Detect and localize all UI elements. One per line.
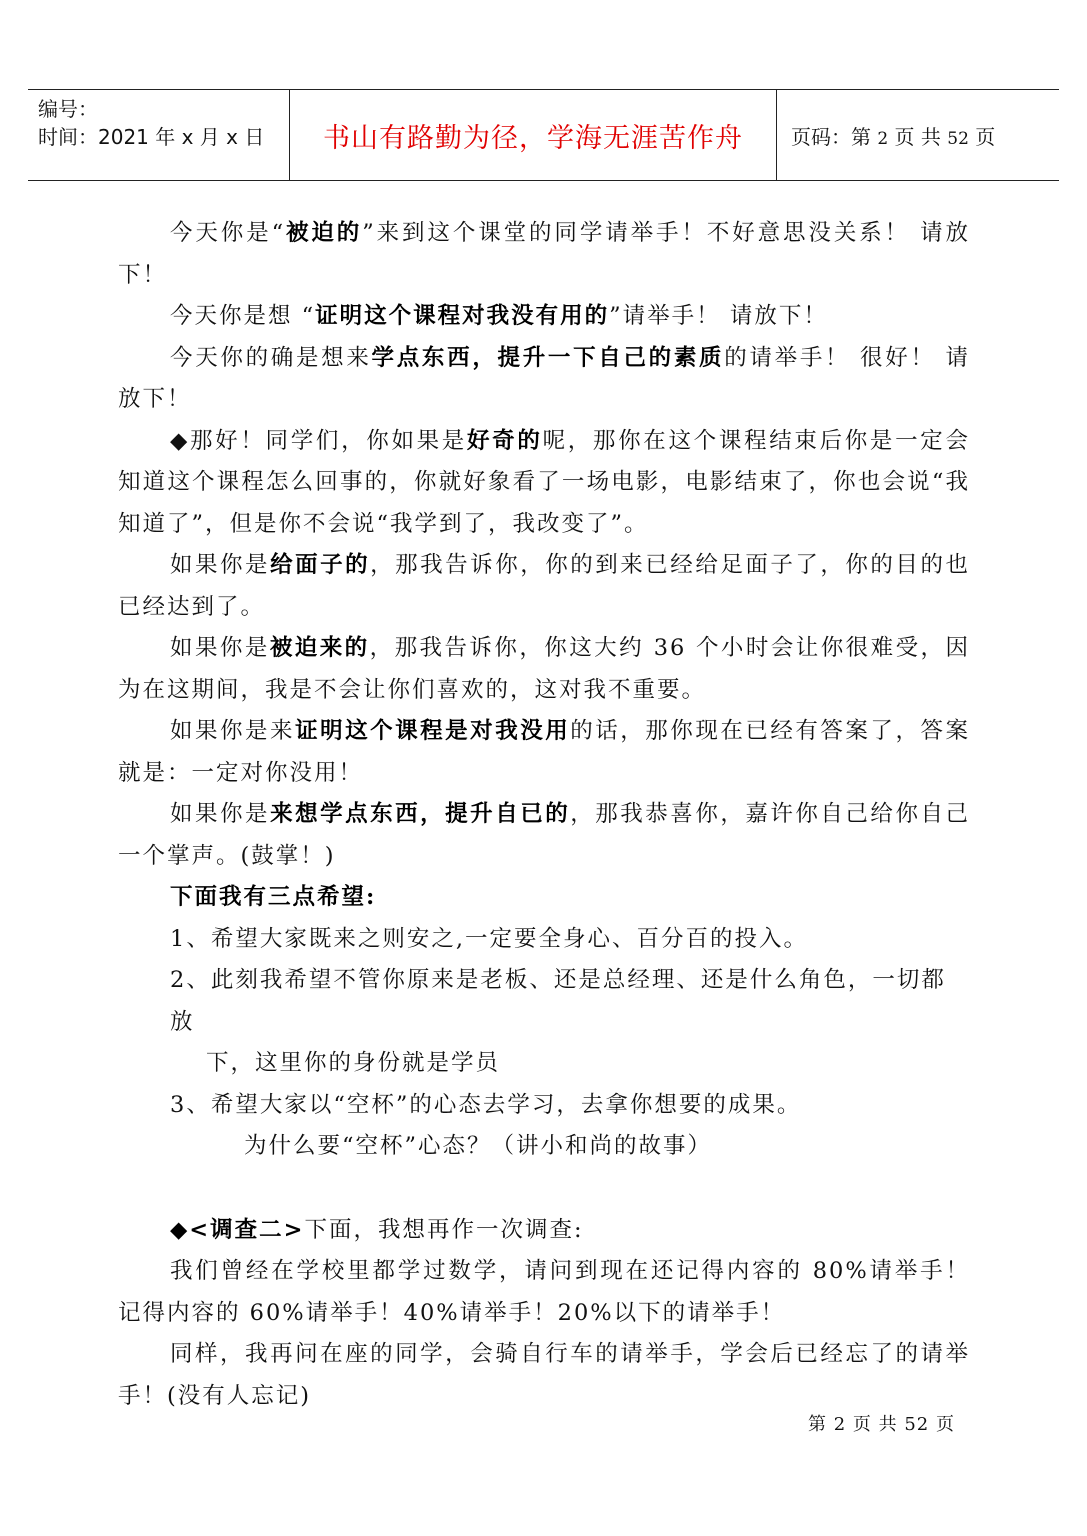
text-run: 的话，那你现在已经有答案了，答案就是：一定对你没用！ — [118, 718, 970, 786]
page-footer: 第 2 页 共 52 页 — [808, 1414, 955, 1435]
page-suffix: 页 — [975, 124, 996, 149]
paragraph — [118, 628, 970, 711]
document-body — [118, 213, 970, 1417]
survey-paragraph: 同样，我再问在座的同学，会骑自行车的请举手，学会后已经忘了的请举手！(没有人忘记) — [118, 1341, 970, 1409]
bold-text: 学点东西，提升一下自己的素质 — [371, 344, 725, 371]
paragraph — [118, 421, 970, 546]
motto-text: 书山有路勤为径，学海无涯苦作舟 — [323, 122, 743, 154]
paragraph — [118, 794, 970, 877]
text-run: ，那我恭喜你，嘉许你自己给你自己一个掌声。(鼓掌！) — [118, 801, 970, 869]
survey-paragraph: 我们曾经在学校里都学过数学，请问到现在还记得内容的 80%请举手！记得内容的 60%请举手！40%请举手！20%以下的请举手！ — [118, 1258, 970, 1326]
page-prefix: 页码：第 — [791, 124, 871, 149]
spacer — [118, 1168, 970, 1210]
hope-item-cont-text: 下，这里你的身份就是学员 — [206, 1050, 501, 1076]
text-run: 今天你是“ — [170, 220, 286, 246]
paragraph — [118, 545, 970, 628]
number-label: 编号： — [38, 97, 98, 121]
header-meta-cell — [28, 90, 290, 180]
text-run: 今天你的确是想来 — [170, 344, 372, 371]
text-run: ”来到这个课堂的同学请举手！不好意思没关系！ 请放下！ — [118, 220, 970, 288]
hope-item: 2、此刻我希望不管你原来是老板、还是总经理、还是什么角色，一切都放 — [170, 967, 946, 1035]
header-motto-cell — [290, 90, 777, 180]
text-run: ”请举手！ 请放下！ — [609, 303, 828, 329]
text-run: 的请举手！ 很好！ 请放下！ — [118, 344, 970, 412]
page-total: 52 — [947, 128, 969, 149]
page-current: 2 — [877, 128, 889, 149]
hopes-title-text: 下面我有三点希望: — [170, 884, 377, 910]
paragraph — [118, 296, 970, 338]
survey-lead-bold: ◆<调查二> — [170, 1216, 305, 1243]
text-run: 今天你是想 “ — [170, 303, 316, 329]
bold-text: 证明这个课程是对我没用 — [295, 718, 571, 744]
document-header — [28, 89, 1059, 181]
bold-text: 好奇的 — [467, 427, 543, 454]
bold-text: 给面子的 — [270, 552, 371, 578]
hope-item: 3、希望大家以“空杯”的心态去学习，去拿你想要的成果。 — [170, 1091, 802, 1118]
hope-note: 为什么要“空杯”心态？（讲小和尚的故事） — [244, 1133, 713, 1159]
header-page-info — [791, 121, 995, 150]
text-run: 如果你是 — [170, 635, 270, 661]
bold-text: 证明这个课程对我没有用的 — [315, 303, 610, 329]
hopes-title — [118, 877, 970, 919]
bold-text: 被迫的 — [285, 220, 363, 246]
paragraph — [118, 711, 970, 794]
survey-lead-text: 下面，我想再作一次调查: — [304, 1216, 584, 1243]
bold-text: 被迫来的 — [269, 635, 370, 661]
text-run: ，那我告诉你，你的到来已经给足面子了，你的目的也已经达到了。 — [118, 552, 970, 620]
hope-item: 1、希望大家既来之则安之,一定要全身心、百分百的投入。 — [170, 925, 808, 952]
bold-text: 来想学点东西，提升自已的 — [270, 801, 571, 827]
text-run: 呢，那你在这个课程结束后你是一定会知道这个课程怎么回事的，你就好象看了一场电影，电影结束了，你也会说“我知道了”，但是你不会说“我学到了，我改变了”。 — [118, 427, 970, 537]
text-run: 如果你是来 — [170, 718, 296, 744]
text-run: 如果你是 — [170, 801, 271, 827]
survey-lead — [118, 1210, 970, 1252]
header-page-cell — [777, 90, 1059, 180]
text-run: ，那我告诉你，你这大约 36 个小时会让你很难受，因为在这期间，我是不会让你们喜欢的，这对我不重要。 — [118, 635, 970, 703]
hope-item-continued — [118, 1043, 970, 1085]
time-label: 时间：2021 年 x 月 x 日 — [38, 125, 265, 149]
text-run: ◆那好！同学们，你如果是 — [170, 427, 467, 454]
page-middle: 页 共 — [894, 124, 941, 149]
paragraph — [118, 338, 970, 421]
text-run: 如果你是 — [170, 552, 271, 578]
paragraph — [118, 213, 970, 296]
